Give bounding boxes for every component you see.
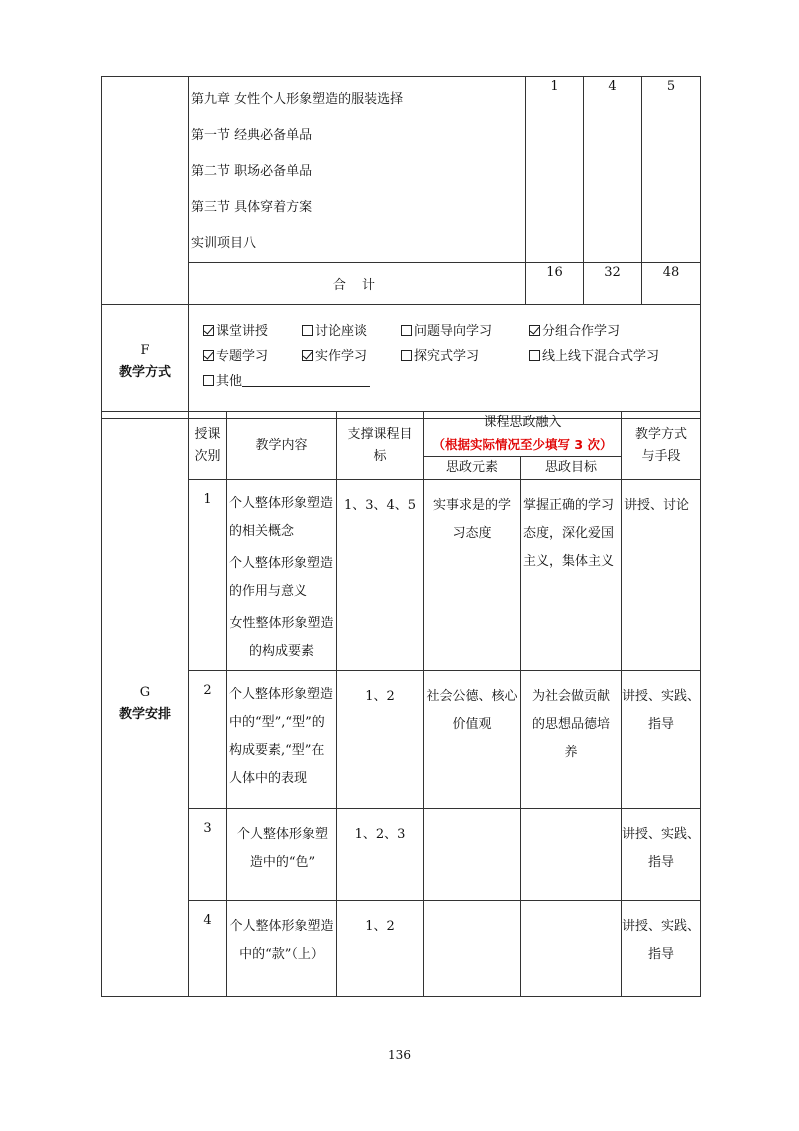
row-number: 1 xyxy=(189,480,227,671)
row-target: 为社会做贡献的思想品德培养 xyxy=(521,671,622,809)
method-option[interactable]: 线上线下混合式学习 xyxy=(529,344,628,369)
methods-row-3 xyxy=(203,369,700,394)
row-method: 讲授、讨论 xyxy=(622,480,701,671)
checkbox-empty-icon[interactable] xyxy=(401,325,412,336)
section-f-title: 教学方式 xyxy=(118,364,171,380)
empty-label-cell xyxy=(102,77,189,305)
page-number: 136 xyxy=(388,1048,411,1062)
chapter-title: 第九章 女性个人形象塑造的服装选择 xyxy=(191,92,404,107)
row-element xyxy=(424,901,521,997)
header-methods: 教学方式与手段 xyxy=(622,412,701,480)
header-ideology-note: （根据实际情况至少填写 3 次） xyxy=(432,437,613,452)
row-goals: 1、2 xyxy=(337,671,424,809)
header-goals: 支撑课程目标 xyxy=(337,412,424,480)
header-ideology: 课程思政融入 （根据实际情况至少填写 3 次） xyxy=(424,412,622,457)
method-option[interactable]: 课堂讲授 xyxy=(203,319,302,344)
methods-row-1 xyxy=(203,319,700,344)
other-blank-line[interactable] xyxy=(242,372,370,387)
schedule-table xyxy=(101,411,701,997)
total-label: 合 计 xyxy=(189,263,526,305)
row-target xyxy=(521,901,622,997)
row-goals: 1、2 xyxy=(337,901,424,997)
row-goals: 1、2、3 xyxy=(337,809,424,901)
hours-cell: 5 xyxy=(642,77,701,263)
row-method: 讲授、实践、指导 xyxy=(622,809,701,901)
checkbox-empty-icon[interactable] xyxy=(302,325,313,336)
section-f-label xyxy=(102,305,189,419)
row-number: 4 xyxy=(189,901,227,997)
header-elements: 思政元素 xyxy=(424,457,521,480)
row-target: 掌握正确的学习态度，深化爱国主义，集体主义 xyxy=(521,480,622,671)
header-targets: 思政目标 xyxy=(521,457,622,480)
section-item: 第三节 具体穿着方案 xyxy=(191,200,313,215)
row-element: 实事求是的学习态度 xyxy=(424,480,521,671)
table-row xyxy=(102,480,701,671)
section-g-title: 教学安排 xyxy=(118,707,171,722)
total-cell: 32 xyxy=(584,263,642,305)
hours-cell: 1 xyxy=(526,77,584,263)
section-item: 第一节 经典必备单品 xyxy=(191,128,313,143)
row-content: 个人整体形象塑造中的“款”（上） xyxy=(227,901,337,997)
chapter-table xyxy=(101,76,701,419)
row-goals: 1、3、4、5 xyxy=(337,480,424,671)
header-content: 教学内容 xyxy=(227,412,337,480)
table-row xyxy=(102,901,701,997)
table-row xyxy=(102,809,701,901)
method-option[interactable]: 实作学习 xyxy=(302,344,401,369)
method-option-other[interactable]: 其他 xyxy=(203,374,370,389)
checkbox-empty-icon[interactable] xyxy=(401,350,412,361)
method-option[interactable]: 分组合作学习 xyxy=(529,319,628,344)
section-g-letter: G xyxy=(139,685,151,700)
method-option[interactable]: 讨论座谈 xyxy=(302,319,401,344)
checkbox-empty-icon[interactable] xyxy=(529,350,540,361)
table-row xyxy=(102,671,701,809)
chapter-contents xyxy=(189,77,526,263)
hours-cell: 4 xyxy=(584,77,642,263)
row-content: 个人整体形象塑造的相关概念 个人整体形象塑造的作用与意义 女性整体形象塑造的构成要素 xyxy=(227,480,337,671)
checkbox-checked-icon[interactable] xyxy=(203,350,214,361)
methods-row-2 xyxy=(203,344,700,369)
row-number: 3 xyxy=(189,809,227,901)
section-f-letter: F xyxy=(140,342,150,358)
row-content: 个人整体形象塑造中的“色” xyxy=(227,809,337,901)
method-option[interactable]: 问题导向学习 xyxy=(401,319,529,344)
row-target xyxy=(521,809,622,901)
section-item: 第二节 职场必备单品 xyxy=(191,164,313,179)
row-number: 2 xyxy=(189,671,227,809)
row-method: 讲授、实践、指导 xyxy=(622,901,701,997)
row-element xyxy=(424,809,521,901)
method-option[interactable]: 探究式学习 xyxy=(401,344,529,369)
total-cell: 48 xyxy=(642,263,701,305)
checkbox-checked-icon[interactable] xyxy=(302,350,313,361)
section-item: 实训项目八 xyxy=(191,236,257,251)
total-cell: 16 xyxy=(526,263,584,305)
row-element: 社会公德、核心价值观 xyxy=(424,671,521,809)
method-option[interactable]: 专题学习 xyxy=(203,344,302,369)
row-method: 讲授、实践、指导 xyxy=(622,671,701,809)
checkbox-empty-icon[interactable] xyxy=(203,375,214,386)
header-session: 授课次别 xyxy=(189,412,227,480)
row-content: 个人整体形象塑造中的“型”,“型”的构成要素,“型”在人体中的表现 xyxy=(227,671,337,809)
teaching-methods xyxy=(189,305,701,419)
checkbox-checked-icon[interactable] xyxy=(203,325,214,336)
section-g-label xyxy=(102,412,189,997)
checkbox-checked-icon[interactable] xyxy=(529,325,540,336)
